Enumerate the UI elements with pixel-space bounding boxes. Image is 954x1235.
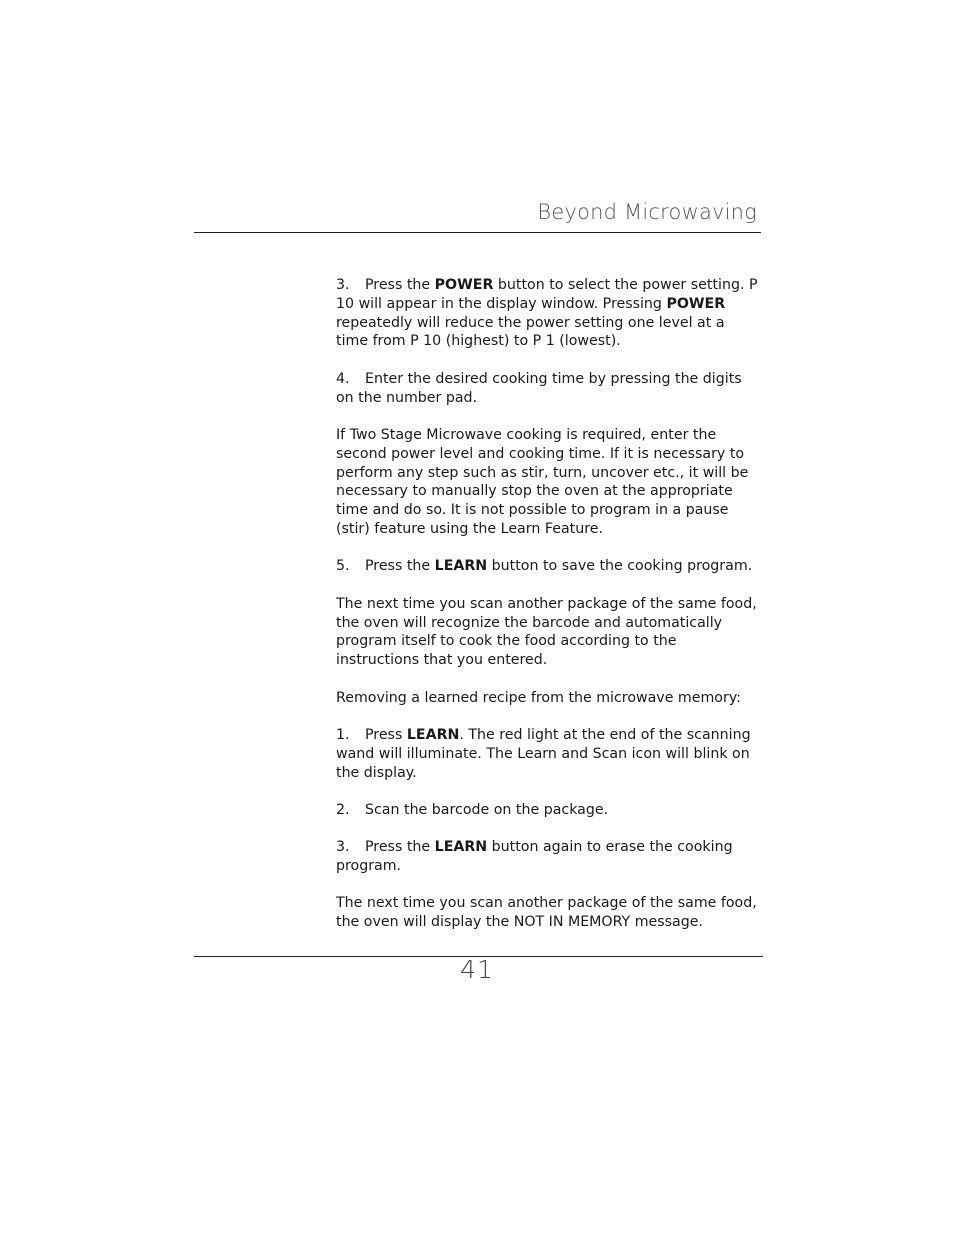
page-number: 41 [460, 955, 494, 984]
step-text: Press [365, 726, 407, 743]
step-3-power [336, 276, 760, 351]
next-time-note: The next time you scan another package of the same food, the oven will recognize the barcode and automatically program itself to cook the food according to the instructions that you entered. [336, 595, 757, 669]
step-text: button to select the power setting. P 10 will appear in the display window. Pressing [336, 277, 758, 312]
step-text: Scan the barcode on the package. [365, 801, 609, 818]
step-4-time [336, 370, 760, 408]
step-text: repeatedly will reduce the power setting one level at a time from P 10 (highest) to P 1 (lowest). [336, 314, 725, 350]
header-rule [194, 232, 761, 233]
learn-keyword: LEARN [434, 558, 488, 575]
step-5-learn [336, 557, 760, 576]
page-body [336, 276, 760, 932]
step-text: . The red light at the end of the scanning wand will illuminate. The Learn and Scan icon will blink on the display. [336, 726, 751, 781]
remove-section-heading: Removing a learned recipe from the microwave memory: [336, 689, 741, 706]
step-number: 1. [336, 726, 350, 743]
step-number: 5. [336, 558, 350, 575]
step-text: Press the [365, 277, 435, 293]
step-text: Press the [365, 839, 435, 856]
learn-keyword: LEARN [434, 839, 488, 856]
step-number: 2. [336, 801, 350, 818]
power-keyword: POWER [666, 295, 726, 312]
remove-step-1 [336, 726, 760, 782]
step-text: button again to erase the cooking program. [336, 839, 733, 875]
step-text: Enter the desired cooking time by pressing the digits on the number pad. [336, 370, 742, 406]
remove-step-3 [336, 838, 760, 876]
learn-keyword: LEARN [406, 726, 460, 743]
closing-note: The next time you scan another package of the same food, the oven will display the NOT IN MEMORY message. [336, 895, 757, 931]
step-number: 3. [336, 839, 350, 856]
power-keyword: POWER [434, 277, 494, 293]
page-header-title: Beyond Microwaving [537, 200, 757, 224]
step-text: Press the [365, 558, 435, 575]
step-number: 4. [336, 370, 350, 387]
step-text: button to save the cooking program. [487, 558, 753, 575]
two-stage-note: If Two Stage Microwave cooking is required, enter the second power level and cooking time. If it is necessary to perform any step such as stir, turn, uncover etc., it will be necessary to manually stop the oven at the appropriate time and do so. It is not possible to program in a pause (stir) feature using the Learn Feature. [336, 426, 749, 537]
step-number: 3. [336, 277, 350, 293]
remove-step-2 [336, 801, 760, 820]
